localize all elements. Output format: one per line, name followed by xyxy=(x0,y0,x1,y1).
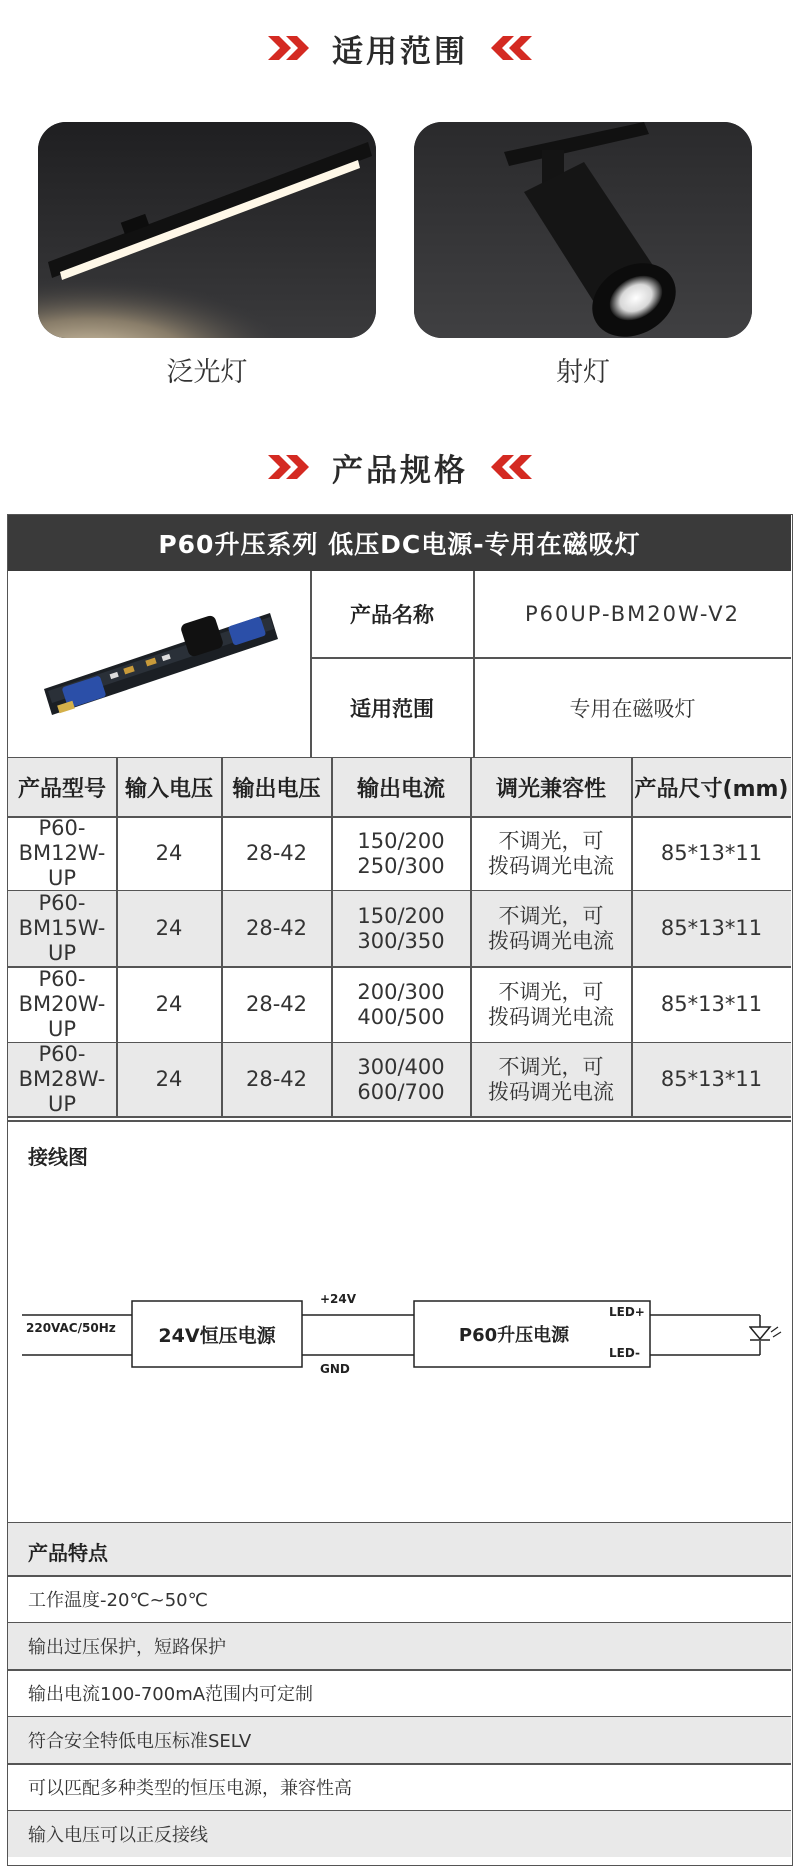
size-cell: 85*13*11 xyxy=(660,841,763,865)
model-line-1: P60- xyxy=(38,891,86,915)
dim-line-1: 不调光，可 xyxy=(498,828,604,853)
table-header-dimming: 调光兼容性 xyxy=(471,758,631,816)
spec-banner: P60升压系列 低压DC电源-专用在磁吸灯 xyxy=(8,515,791,571)
current-line-2: 400/500 xyxy=(357,1004,445,1029)
table-header-input: 输入电压 xyxy=(117,758,221,816)
dim-line-2: 拨码调光电流 xyxy=(488,1004,614,1029)
output-voltage-cell: 28-42 xyxy=(245,841,308,865)
gnd-label: GND xyxy=(320,1362,350,1376)
input-voltage-cell: 24 xyxy=(155,1067,183,1091)
table-row xyxy=(8,891,116,966)
scope-label: 适用范围 xyxy=(350,696,434,721)
output-current-cell xyxy=(332,817,470,890)
output-voltage-cell: 28-42 xyxy=(245,992,308,1016)
model-line-2: BM12W-UP xyxy=(18,841,106,890)
current-line-2: 250/300 xyxy=(357,853,445,878)
double-chevron-left-icon xyxy=(488,452,534,482)
table-header-model: 产品型号 xyxy=(8,758,116,816)
table-row xyxy=(8,817,116,890)
table-row xyxy=(8,967,116,1042)
plus24v-label: +24V xyxy=(320,1292,357,1306)
floodlight-label: 泛光灯 xyxy=(166,357,248,388)
scope-section-title: 适用范围 xyxy=(332,33,468,70)
model-line-1: P60- xyxy=(38,1042,86,1066)
current-line-1: 150/200 xyxy=(357,903,445,928)
dim-line-1: 不调光，可 xyxy=(498,1054,604,1079)
product-board-image xyxy=(8,571,310,757)
model-line-2: BM20W-UP xyxy=(18,992,106,1041)
scope-section-heading xyxy=(0,18,800,78)
size-cell: 85*13*11 xyxy=(660,916,763,940)
size-cell: 85*13*11 xyxy=(660,1067,763,1091)
output-voltage-cell: 28-42 xyxy=(245,1067,308,1091)
dim-line-2: 拨码调光电流 xyxy=(488,928,614,953)
features-title: 产品特点 xyxy=(28,1541,108,1565)
feature-item: 可以匹配多种类型的恒压电源，兼容性高 xyxy=(28,1778,352,1799)
dim-line-1: 不调光，可 xyxy=(498,979,604,1004)
floodlight-image xyxy=(38,122,376,338)
model-line-2: BM15W-UP xyxy=(18,916,106,965)
model-line-1: P60- xyxy=(38,967,86,991)
model-line-1: P60- xyxy=(38,816,86,840)
spotlight-image xyxy=(414,122,752,338)
size-cell: 85*13*11 xyxy=(660,992,763,1016)
feature-item: 输入电压可以正反接线 xyxy=(8,1811,791,1857)
driver-box-label: P60升压电源 xyxy=(458,1325,570,1346)
dim-line-1: 不调光，可 xyxy=(498,903,604,928)
psu-box-label: 24V恒压电源 xyxy=(158,1324,276,1347)
current-line-1: 150/200 xyxy=(357,828,445,853)
current-line-1: 300/400 xyxy=(357,1054,445,1079)
spec-section-title: 产品规格 xyxy=(332,452,468,489)
dim-line-2: 拨码调光电流 xyxy=(488,853,614,878)
ac-input-label: 220VAC/50Hz xyxy=(26,1321,116,1335)
product-name-label: 产品名称 xyxy=(350,603,434,627)
dimming-cell xyxy=(471,967,631,1042)
dimming-cell xyxy=(471,891,631,966)
dimming-cell xyxy=(471,1043,631,1116)
scope-value: 专用在磁吸灯 xyxy=(569,696,696,721)
input-voltage-cell: 24 xyxy=(155,841,183,865)
current-line-2: 300/350 xyxy=(357,928,445,953)
wiring-diagram xyxy=(8,1275,791,1395)
input-voltage-cell: 24 xyxy=(155,916,183,940)
feature-item: 输出过压保护，短路保护 xyxy=(8,1623,791,1669)
output-current-cell xyxy=(332,891,470,966)
spotlight-label: 射灯 xyxy=(556,357,610,388)
dimming-cell xyxy=(471,817,631,890)
table-header-output: 输出电压 xyxy=(222,758,331,816)
model-line-2: BM28W-UP xyxy=(18,1067,106,1116)
table-row xyxy=(8,1043,116,1116)
led-plus-label: LED+ xyxy=(609,1305,645,1319)
output-current-cell xyxy=(332,1043,470,1116)
wiring-title: 接线图 xyxy=(28,1145,88,1169)
double-chevron-right-icon xyxy=(266,452,312,482)
current-line-2: 600/700 xyxy=(357,1079,445,1104)
spec-panel xyxy=(7,514,793,1866)
table-header-current: 输出电流 xyxy=(332,758,470,816)
feature-item: 工作温度-20℃~50℃ xyxy=(28,1590,208,1611)
double-chevron-right-icon xyxy=(266,33,312,63)
spec-section-heading xyxy=(0,437,800,497)
table-header-size: 产品尺寸(mm) xyxy=(632,758,791,816)
dim-line-2: 拨码调光电流 xyxy=(488,1079,614,1104)
led-minus-label: LED- xyxy=(609,1346,641,1360)
feature-item: 符合安全特低电压标准SELV xyxy=(8,1717,791,1763)
feature-item: 输出电流100-700mA范围内可定制 xyxy=(28,1684,314,1705)
led-diode-icon xyxy=(749,1326,785,1346)
double-chevron-left-icon xyxy=(488,33,534,63)
product-name-value: P60UP-BM20W-V2 xyxy=(524,602,741,626)
current-line-1: 200/300 xyxy=(357,979,445,1004)
output-current-cell xyxy=(332,967,470,1042)
output-voltage-cell: 28-42 xyxy=(245,916,308,940)
input-voltage-cell: 24 xyxy=(155,992,183,1016)
